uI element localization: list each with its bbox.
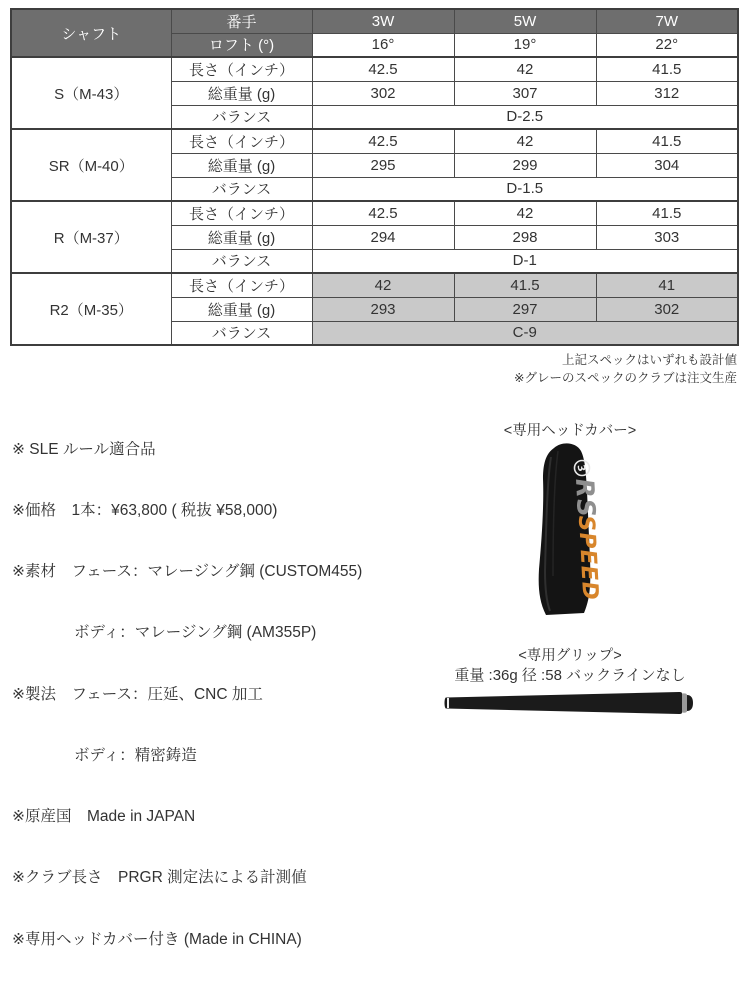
- weight-cell: 297: [454, 297, 596, 321]
- row-label-length: 長さ（インチ）: [171, 57, 312, 81]
- number-header-cell: 番手: [171, 9, 312, 33]
- row-label-balance: バランス: [171, 105, 312, 129]
- table-row: [11, 129, 738, 153]
- footnote-gray-spec: ※グレーのスペックのクラブは注文生産: [514, 371, 737, 385]
- length-cell: 41.5: [596, 201, 738, 225]
- shaft-cell-r: R（M-37）: [11, 201, 171, 273]
- grip-body-shape: [445, 692, 683, 714]
- grip-butt-cap: [687, 695, 693, 711]
- balance-cell: D-1.5: [312, 177, 738, 201]
- grip-image: [432, 690, 712, 721]
- headcover-title: <専用ヘッドカバー>: [503, 423, 637, 439]
- headcover-image: [430, 441, 710, 628]
- table-row: [11, 273, 738, 297]
- spec-table-container: [10, 8, 739, 346]
- weight-cell: 298: [454, 225, 596, 249]
- spec-line-origin: ※原産国 Made in JAPAN: [12, 808, 196, 826]
- weight-cell: 299: [454, 153, 596, 177]
- spec-table: [10, 8, 739, 346]
- loft-header-cell: ロフト (°): [171, 33, 312, 57]
- length-cell: 42.5: [312, 201, 454, 225]
- weight-cell: 303: [596, 225, 738, 249]
- balance-cell: C-9: [312, 321, 738, 345]
- length-cell: 41.5: [596, 129, 738, 153]
- weight-cell: 294: [312, 225, 454, 249]
- weight-cell: 304: [596, 153, 738, 177]
- grip-spec-text: 重量 :36g 径 :58 バックラインなし: [454, 667, 686, 684]
- weight-cell: 307: [454, 81, 596, 105]
- loft-value-3w: 16°: [312, 33, 454, 57]
- row-label-length: 長さ（インチ）: [171, 129, 312, 153]
- grip-butt-band: [682, 693, 687, 712]
- column-header-5w: 5W: [454, 9, 596, 33]
- length-cell: 42.5: [312, 129, 454, 153]
- row-label-balance: バランス: [171, 321, 312, 345]
- weight-cell: 312: [596, 81, 738, 105]
- column-header-3w: 3W: [312, 9, 454, 33]
- weight-cell: 293: [312, 297, 454, 321]
- grip-illustration: [441, 690, 703, 716]
- row-label-length: 長さ（インチ）: [171, 273, 312, 297]
- spec-line-price: ※価格 1本：¥63,800 ( 税抜 ¥58,000): [12, 502, 278, 520]
- weight-cell: 302: [312, 81, 454, 105]
- weight-cell: 302: [596, 297, 738, 321]
- table-row: [11, 201, 738, 225]
- loft-value-5w: 19°: [454, 33, 596, 57]
- weight-cell: 295: [312, 153, 454, 177]
- row-label-length: 長さ（インチ）: [171, 201, 312, 225]
- grip-title: <専用グリップ>: [518, 648, 622, 664]
- table-footnotes: [514, 351, 737, 387]
- grip-tip-highlight: [447, 698, 449, 708]
- product-spec-list: [12, 399, 432, 991]
- length-cell: 42: [312, 273, 454, 297]
- spec-line-method-face: ※製法 フェース：圧延、CNC 加工: [12, 685, 263, 703]
- spec-line-club-length: ※クラブ長さ PRGR 測定法による計測値: [12, 869, 307, 887]
- length-cell: 41: [596, 273, 738, 297]
- length-cell: 41.5: [596, 57, 738, 81]
- spec-line-material-face: ※素材 フェース：マレージング鋼 (CUSTOM455): [12, 563, 363, 581]
- spec-line-material-body: ボディ：マレージング鋼 (AM355P): [12, 624, 317, 642]
- spec-line-method-body: ボディ：精密鋳造: [12, 746, 197, 764]
- loft-value-7w: 22°: [596, 33, 738, 57]
- length-cell: 41.5: [454, 273, 596, 297]
- row-label-weight: 総重量 (g): [171, 81, 312, 105]
- balance-cell: D-2.5: [312, 105, 738, 129]
- length-cell: 42: [454, 129, 596, 153]
- balance-cell: D-1: [312, 249, 738, 273]
- shaft-cell-sr: SR（M-40）: [11, 129, 171, 201]
- shaft-cell-r2: R2（M-35）: [11, 273, 171, 345]
- table-row: [11, 57, 738, 81]
- spec-line-sle: ※ SLE ルール適合品: [12, 440, 156, 458]
- headcover-badge-number: 3: [574, 463, 587, 473]
- row-label-weight: 総重量 (g): [171, 297, 312, 321]
- shaft-cell-s: S（M-43）: [11, 57, 171, 129]
- column-header-7w: 7W: [596, 9, 738, 33]
- row-label-weight: 総重量 (g): [171, 153, 312, 177]
- headcover-illustration: [520, 441, 620, 623]
- row-label-balance: バランス: [171, 177, 312, 201]
- footnote-design-values: 上記スペックはいずれも設計値: [561, 353, 737, 367]
- headcover-logo-rs: RS: [570, 477, 602, 519]
- length-cell: 42.5: [312, 57, 454, 81]
- length-cell: 42: [454, 57, 596, 81]
- spec-line-headcover-included: ※専用ヘッドカバー付き (Made in CHINA): [12, 930, 302, 948]
- shaft-header-cell: シャフト: [11, 9, 171, 57]
- row-label-balance: バランス: [171, 249, 312, 273]
- header-row-clubs: [11, 9, 738, 33]
- length-cell: 42: [454, 201, 596, 225]
- row-label-weight: 総重量 (g): [171, 225, 312, 249]
- headcover-logo-speed: SPEED: [572, 514, 603, 602]
